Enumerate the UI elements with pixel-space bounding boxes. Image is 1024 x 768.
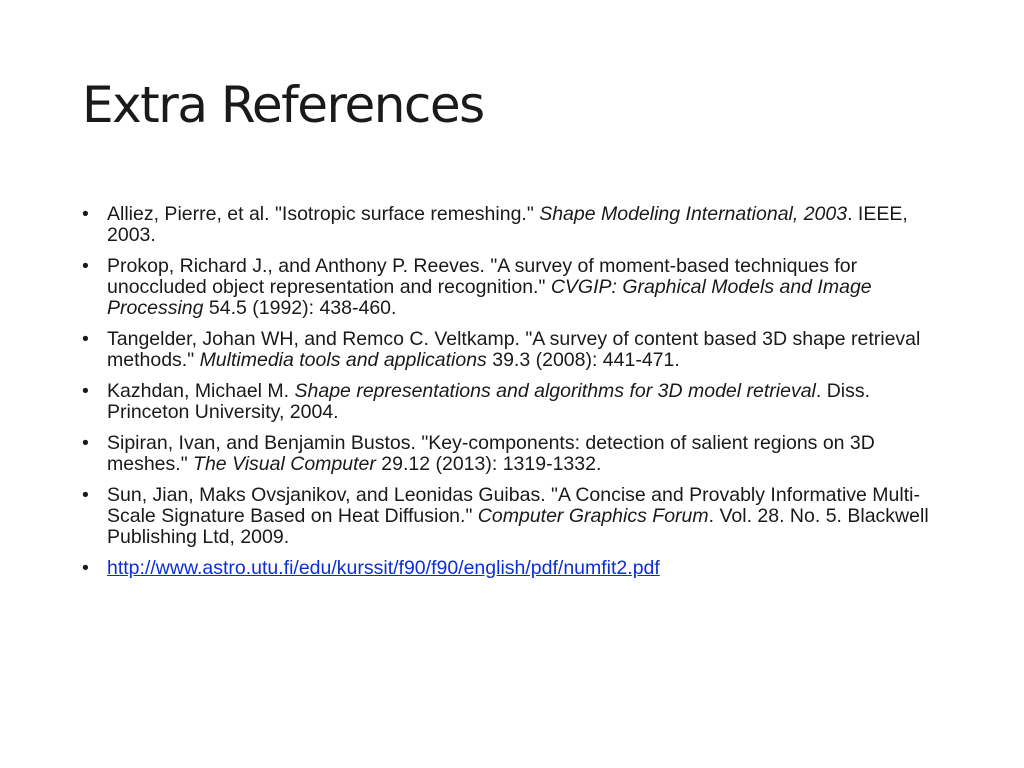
reference-text: . Vol. 28. No. 5. Blackwell Publishing Ltd, 2009. [107, 505, 929, 548]
bullet-icon: • [82, 557, 89, 579]
reference-text: . Diss. Princeton University, 2004. [107, 380, 871, 423]
reference-item [82, 381, 942, 423]
reference-item [82, 433, 942, 475]
reference-text: . IEEE, 2003. [107, 203, 908, 246]
bullet-icon: • [82, 255, 89, 277]
reference-venue: Computer Graphics Forum [477, 505, 709, 527]
reference-venue: The Visual Computer [193, 453, 376, 475]
reference-text: Tangelder, Johan WH, and Remco C. Veltkamp. "A survey of content based 3D shape retrieval methods." [107, 328, 921, 371]
bullet-icon: • [82, 484, 89, 506]
bullet-icon: • [82, 328, 89, 350]
reference-item [82, 256, 942, 319]
reference-text: 29.12 (2013): 1319-1332. [375, 453, 602, 475]
bullet-icon: • [82, 380, 89, 402]
reference-item [82, 204, 942, 246]
reference-item-link [82, 558, 942, 579]
reference-venue: Shape Modeling International, 2003 [539, 203, 848, 225]
reference-venue: Multimedia tools and applications [199, 349, 487, 371]
reference-text: Sipiran, Ivan, and Benjamin Bustos. "Key-components: detection of salient regions on 3D meshes." [107, 432, 875, 475]
reference-text: Prokop, Richard J., and Anthony P. Reeves. "A survey of moment-based techniques for unoccluded object representation and recognition." [107, 255, 858, 298]
reference-text: 39.3 (2008): 441-471. [486, 349, 680, 371]
reference-text: 54.5 (1992): 438-460. [203, 297, 397, 319]
reference-text: Sun, Jian, Maks Ovsjanikov, and Leonidas Guibas. "A Concise and Provably Informative Multi-Scale Signature Based on Heat Diffusion." [107, 484, 920, 527]
reference-venue: Shape representations and algorithms for 3D model retrieval [294, 380, 816, 402]
reference-url-link[interactable]: http://www.astro.utu.fi/edu/kurssit/f90/f90/english/pdf/numfit2.pdf [107, 557, 660, 579]
slide-title: Extra References [82, 76, 484, 134]
reference-item [82, 329, 942, 371]
bullet-icon: • [82, 203, 89, 225]
reference-item [82, 485, 942, 548]
bullet-icon: • [82, 432, 89, 454]
reference-venue: CVGIP: Graphical Models and Image Processing [107, 276, 872, 319]
reference-list [82, 204, 942, 589]
reference-text: Kazhdan, Michael M. [107, 380, 295, 402]
reference-text: Alliez, Pierre, et al. "Isotropic surface remeshing." [107, 203, 540, 225]
